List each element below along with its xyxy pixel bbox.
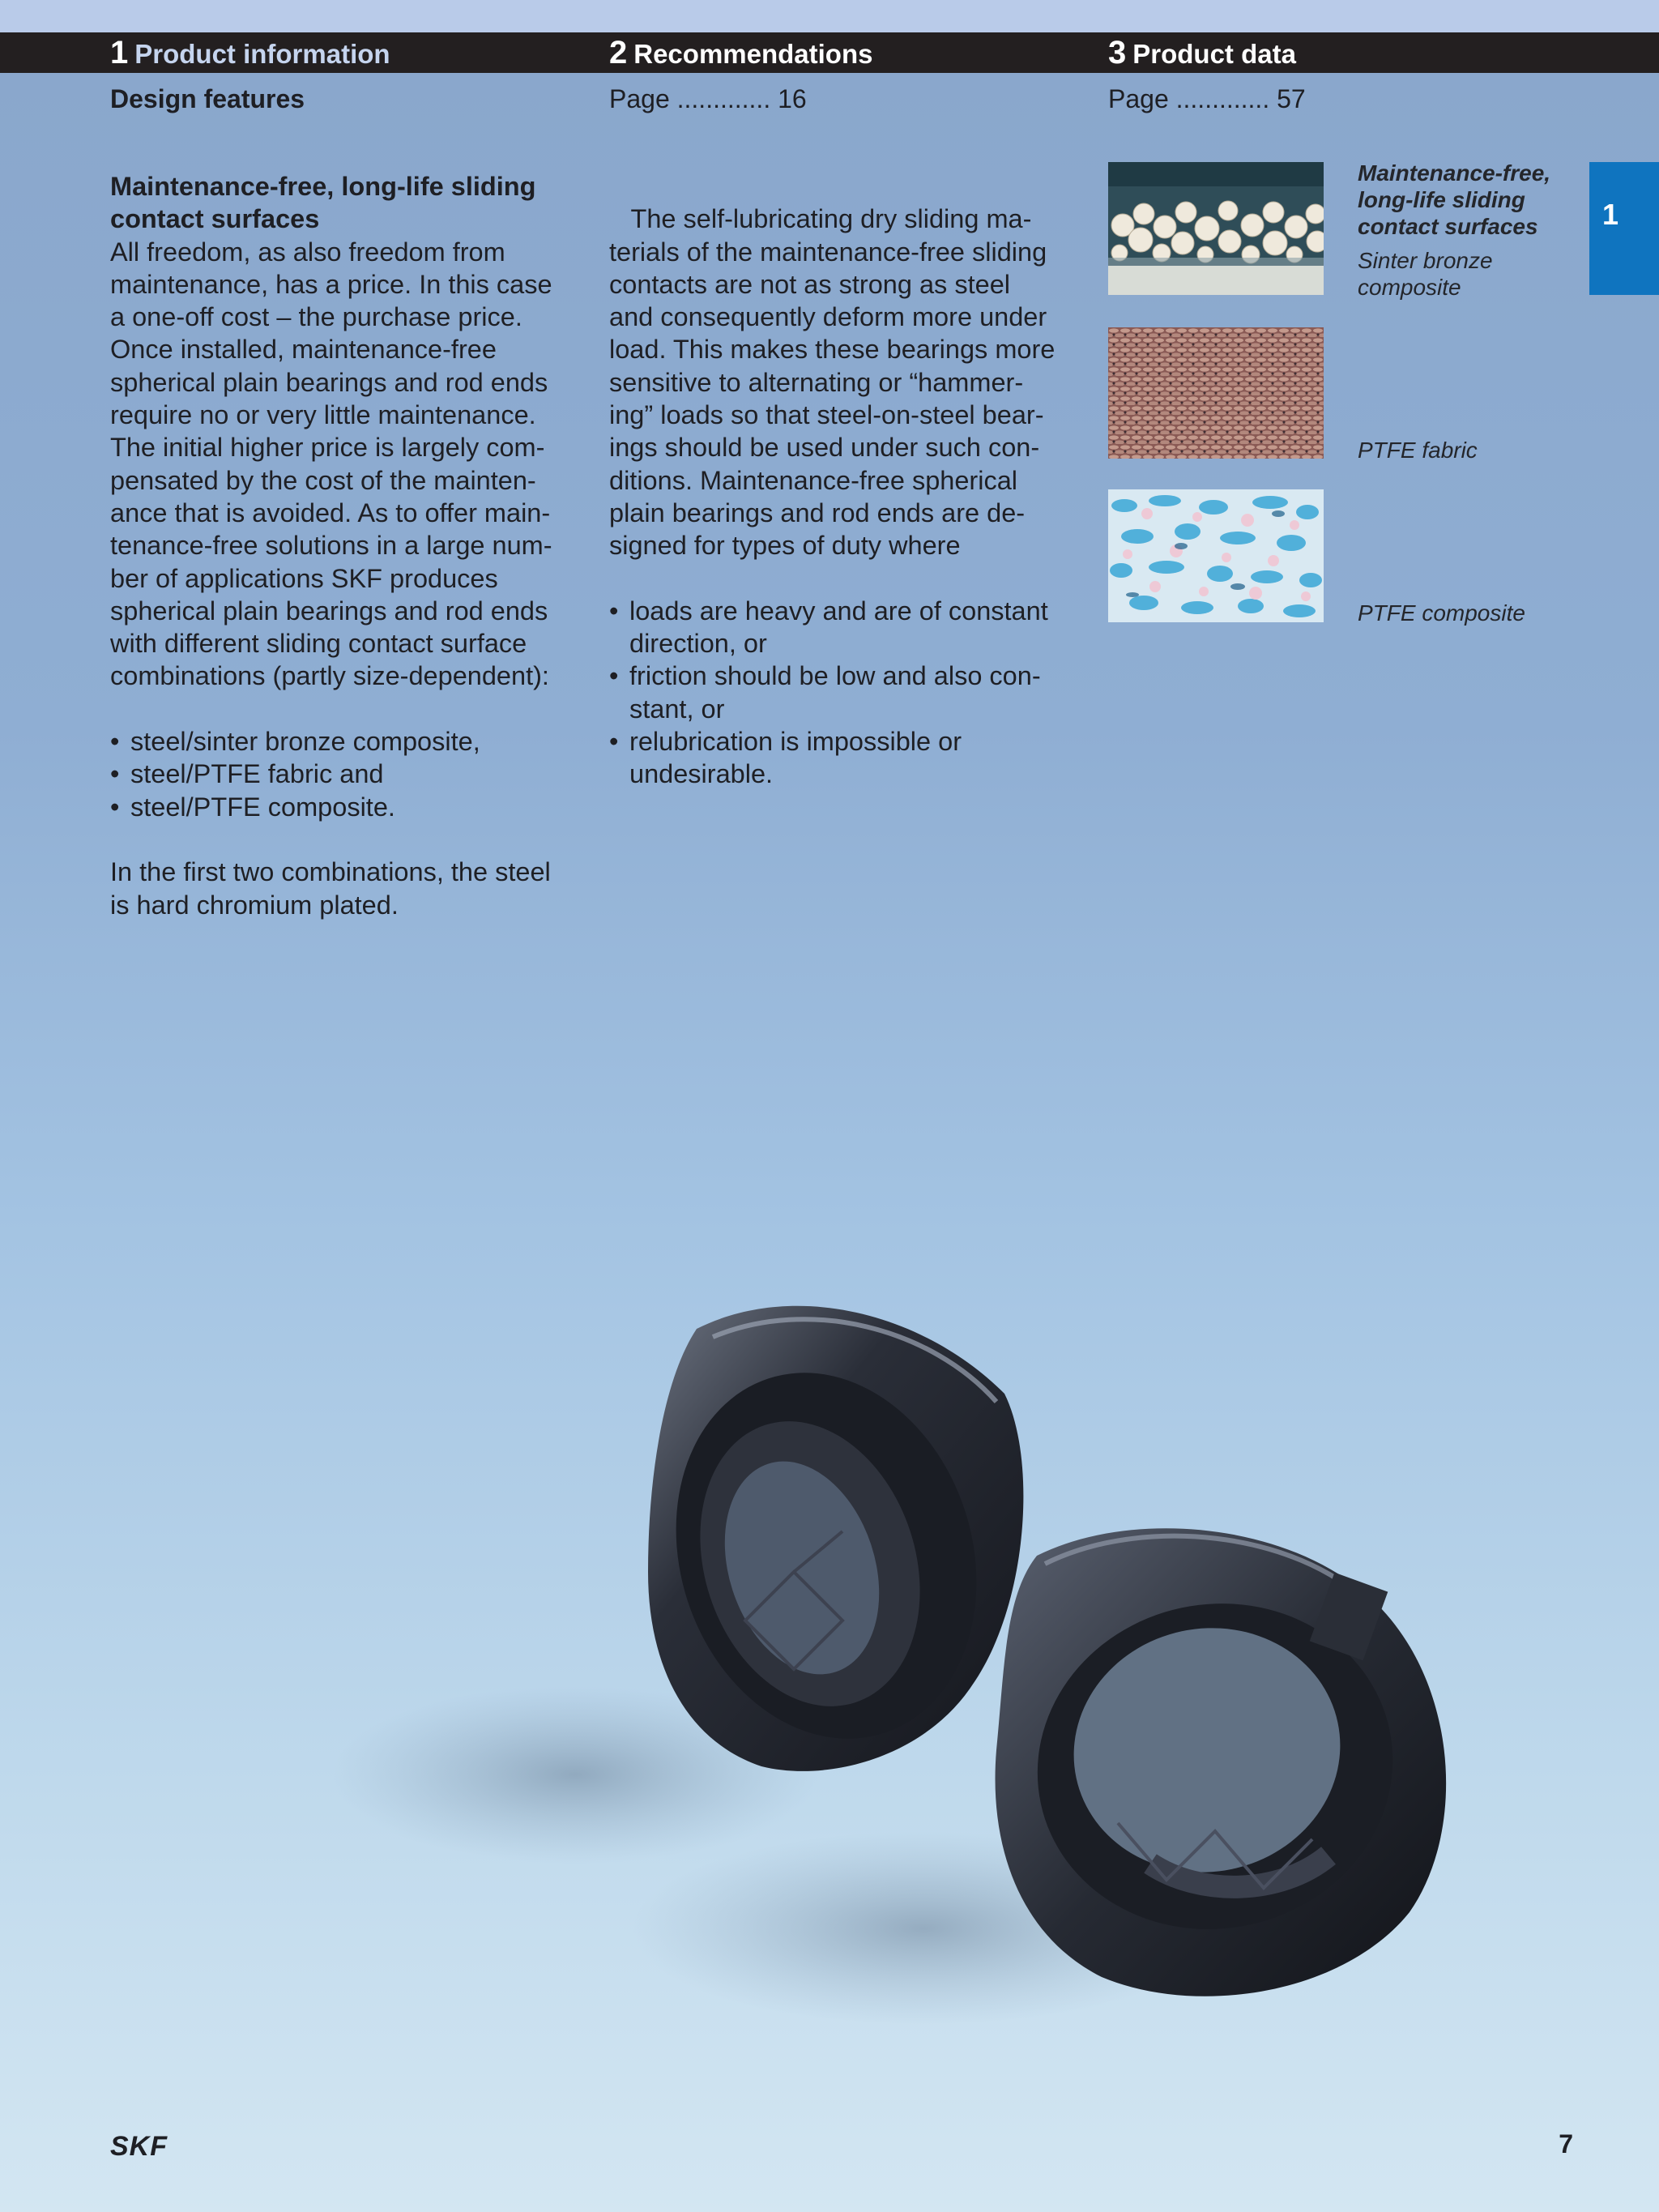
- list-item: • loads are heavy and are of constant direction, or: [609, 595, 1071, 660]
- duty-list: [609, 595, 1071, 791]
- section-product-information[interactable]: [110, 32, 390, 73]
- page-reference-57[interactable]: Page ............. 57: [1108, 84, 1306, 113]
- body-paragraph: The self-lubricating dry sliding ma- terials of the maintenance-free sliding contacts are not as strong as steel and consequently deform more under load. This makes these bearings more sensitive to alternating or “hammer- ing” loads so that steel-on-steel bear- ings should be used under such con- ditions. Maintenance-free spherical plain bearings and rod ends are de- signed for types of duty where: [609, 204, 1056, 561]
- materials-title: Maintenance-free, long-life sliding contact surfaces: [1358, 160, 1551, 239]
- caption-sinter-bronze: Sinter bronze composite: [1358, 248, 1493, 300]
- closing-paragraph: In the first two combinations, the steel is hard chromium plated.: [110, 857, 551, 920]
- ptfe-fabric-micrograph: [1108, 327, 1324, 459]
- section-label: Product data: [1132, 39, 1296, 69]
- sinter-bronze-micrograph: [1108, 162, 1324, 295]
- list-item: • steel/sinter bronze composite,: [110, 725, 580, 758]
- page-number: 7: [1559, 2129, 1573, 2159]
- bearings-product-photo: [308, 1264, 1572, 2074]
- section-number: 1: [110, 35, 129, 70]
- caption-ptfe-composite: PTFE composite: [1358, 600, 1525, 626]
- section-recommendations[interactable]: [609, 32, 872, 73]
- column-middle: [609, 170, 1071, 791]
- section-label: Recommendations: [633, 39, 873, 69]
- section-number: 2: [609, 35, 628, 70]
- column-left: [110, 170, 580, 921]
- section-label: Product information: [134, 39, 390, 69]
- skf-logo: SKF: [110, 2131, 168, 2162]
- list-item: • steel/PTFE fabric and: [110, 758, 580, 790]
- chapter-tab-number: 1: [1602, 198, 1619, 231]
- section-heading: Maintenance-free, long-life sliding contact surfaces: [110, 172, 536, 234]
- list-item: • steel/PTFE composite.: [110, 791, 580, 823]
- ptfe-composite-micrograph: [1108, 489, 1324, 622]
- list-item: • relubrication is impossible or undesirable.: [609, 725, 1071, 791]
- page-reference-16[interactable]: Page ............. 16: [609, 84, 807, 113]
- caption-ptfe-fabric: PTFE fabric: [1358, 438, 1478, 463]
- section-number: 3: [1108, 35, 1127, 70]
- body-paragraph: All freedom, as also freedom from maintenance, has a price. In this case a one-off cost – the purchase price. Once installed, maintenance-free spherical plain bearings and rod ends require no or very little maintenance. The initial higher price is largely com- pensated by the cost of the mainten- ance that is avoided. As to offer main- tenance-free solutions in a large num- ber of applications SKF produces spherical plain bearings and rod ends with different sliding contact surface combinations (partly size-dependent):: [110, 237, 552, 691]
- list-item: • friction should be low and also con- stant, or: [609, 660, 1071, 725]
- chapter-tab[interactable]: [1589, 162, 1659, 295]
- design-features-heading: Design features: [110, 84, 305, 113]
- section-product-data[interactable]: [1108, 32, 1296, 73]
- combination-list: [110, 725, 580, 823]
